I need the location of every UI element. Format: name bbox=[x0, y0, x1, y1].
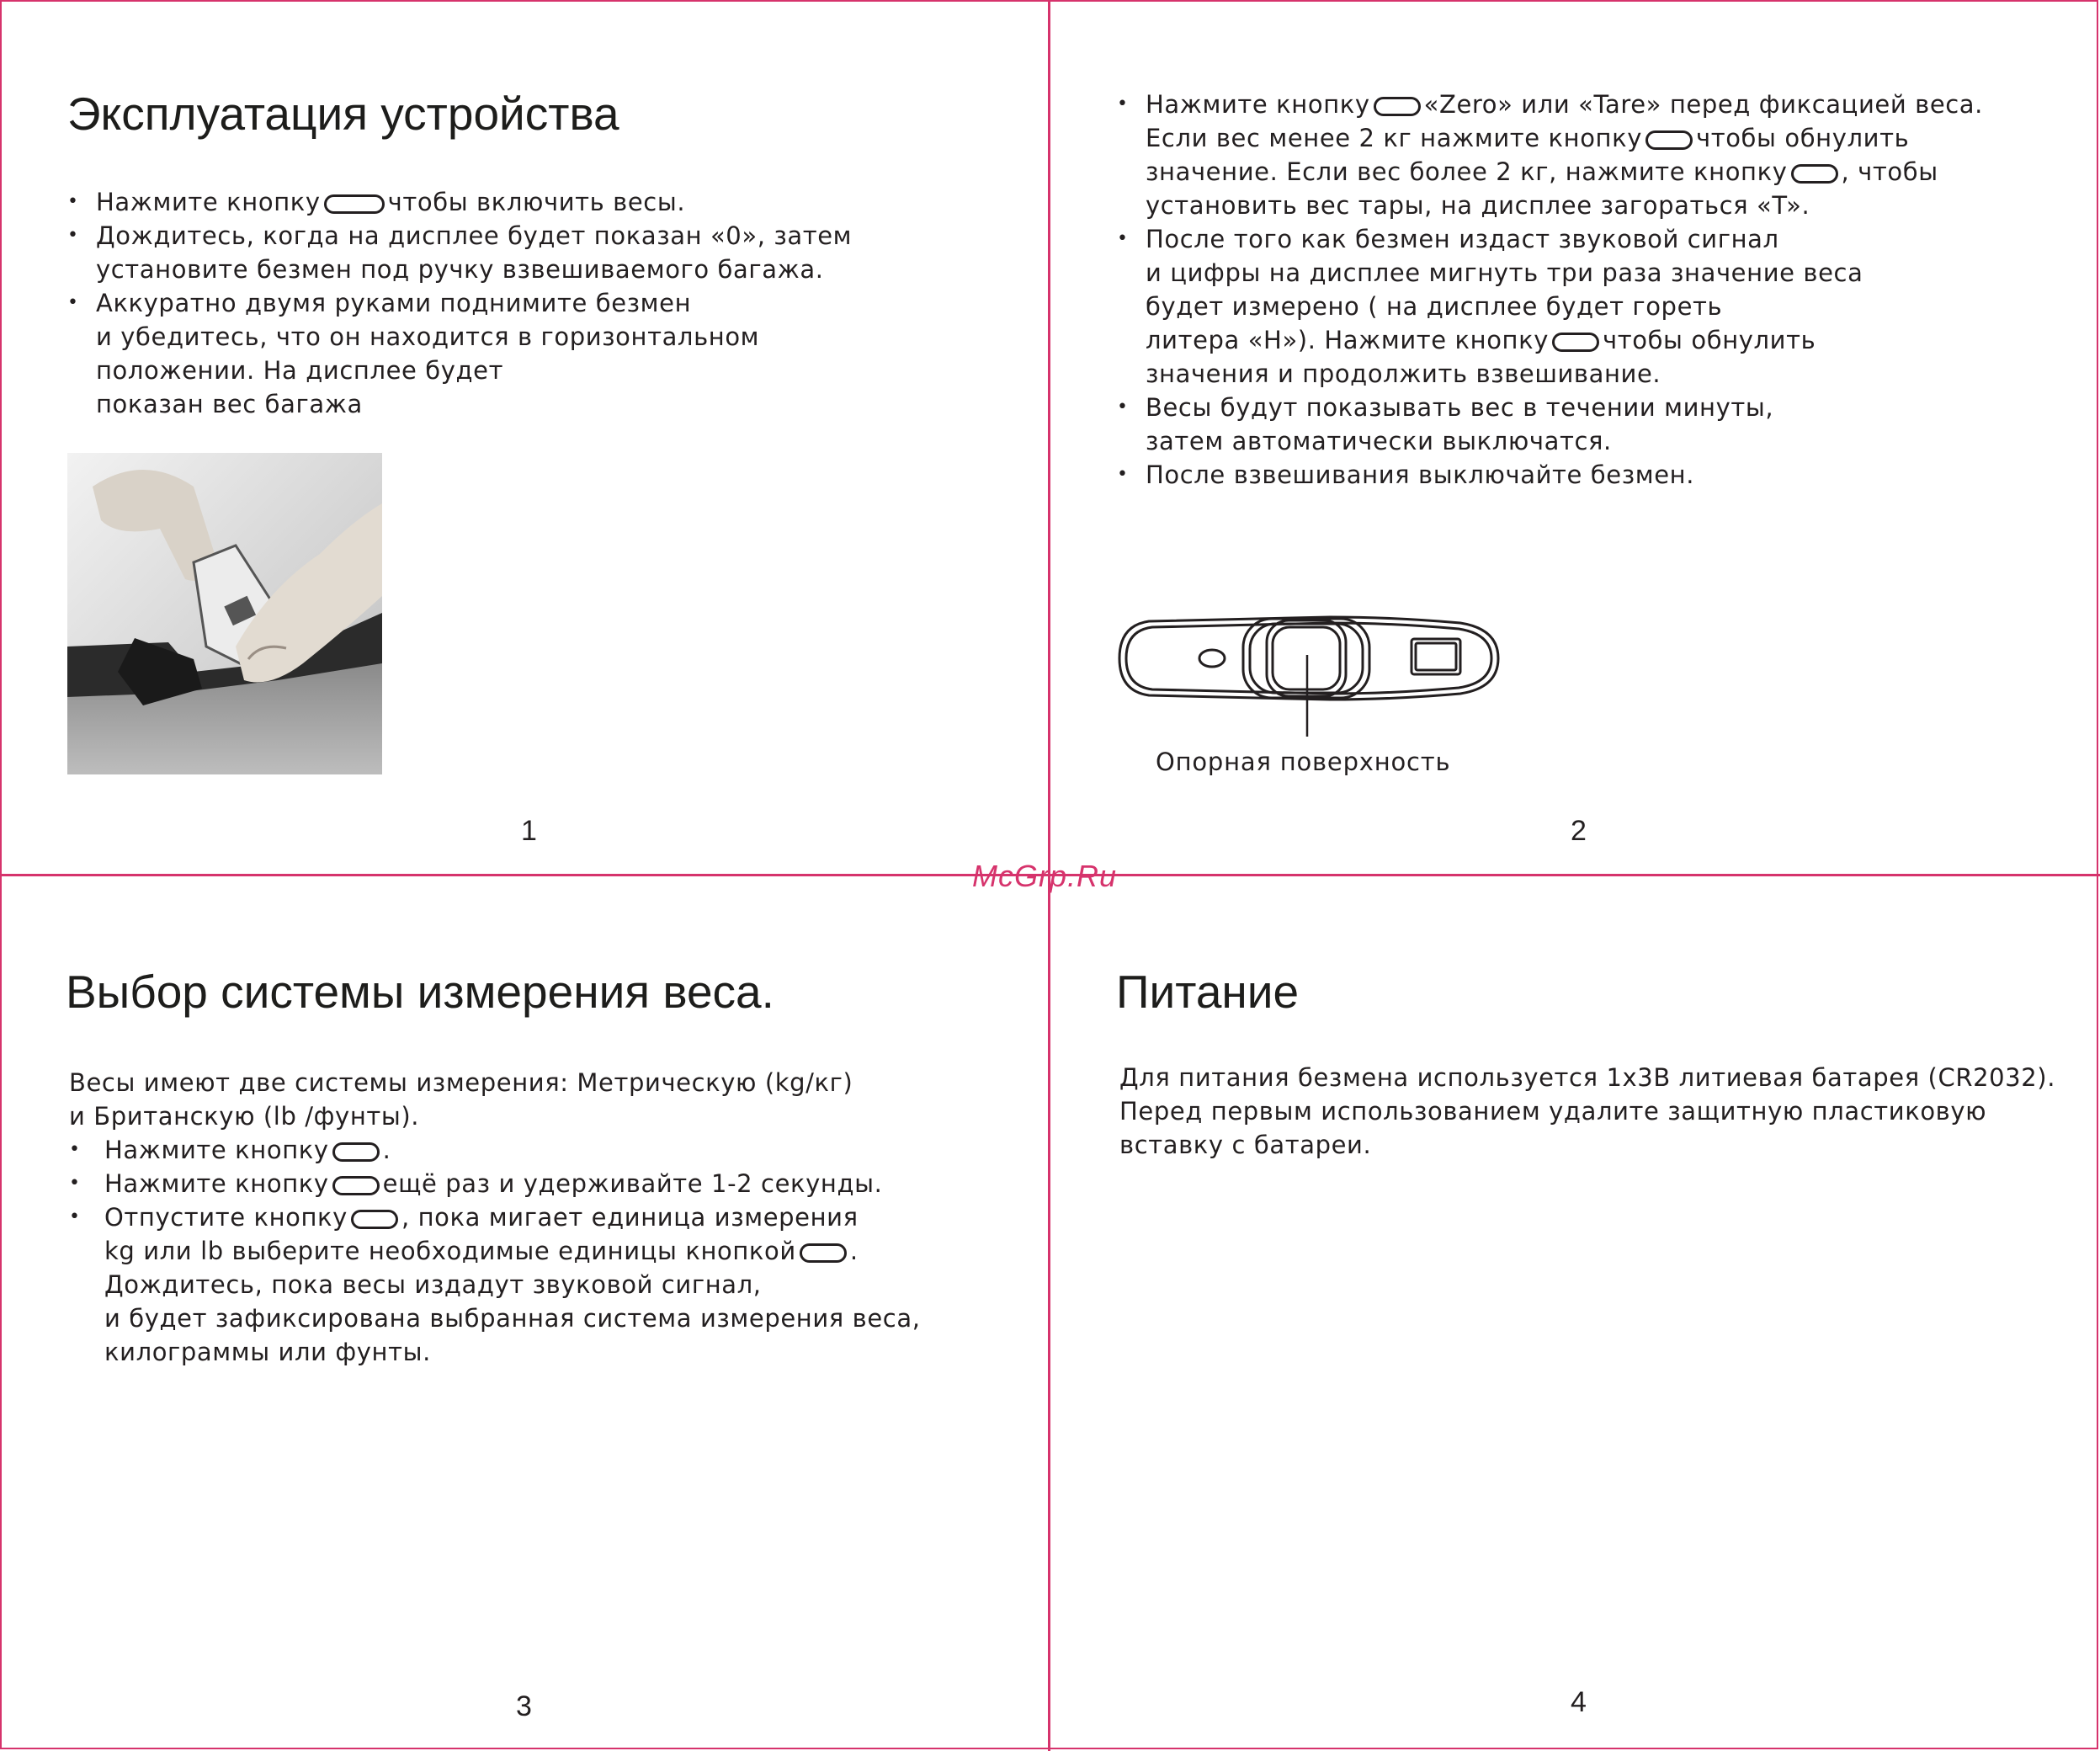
hands-lifting-scale-photo bbox=[67, 453, 382, 774]
list-item: • Нажмите кнопку ещё раз и удерживайте 1-2 секунды. bbox=[69, 1167, 921, 1200]
button-icon bbox=[800, 1243, 847, 1263]
page2-instructions bbox=[1117, 88, 1983, 492]
page3-intro: Весы имеют две системы измерения: Метрическую (kg/кг) и Британскую (lb /фунты). bbox=[69, 1068, 853, 1131]
list-item: • После того как безмен издаст звуковой сигнал и цифры на дисплее мигнуть три раза значение веса будет измерено ( на дисплее будет гореть литера «H»). Нажмите кнопку чтобы обнулить значения и продолжить взвешивание. bbox=[1117, 222, 1983, 391]
button-icon bbox=[1645, 130, 1693, 150]
list-item: • Нажмите кнопку . bbox=[69, 1133, 921, 1167]
list-item: • После взвешивания выключайте безмен. bbox=[1117, 458, 1983, 492]
button-icon bbox=[1791, 164, 1838, 184]
button-icon bbox=[1552, 333, 1599, 352]
watermark: McGrp.Ru bbox=[972, 859, 1118, 893]
page-number: 1 bbox=[521, 815, 537, 847]
page4-title: Питание bbox=[1116, 966, 1300, 1018]
list-item: • Дождитесь, когда на дисплее будет показан «0», затем установите безмен под ручку взвешиваемого багажа. bbox=[67, 219, 852, 286]
button-icon bbox=[332, 1176, 380, 1195]
button-icon bbox=[351, 1210, 398, 1229]
button-icon bbox=[1374, 97, 1421, 116]
button-icon bbox=[332, 1142, 380, 1162]
list-item: • Весы будут показывать вес в течении минуты, затем автоматически выключатся. bbox=[1117, 391, 1983, 458]
page-number: 2 bbox=[1571, 815, 1587, 847]
list-item: • Отпустите кнопку , пока мигает единица измерения kg или lb выберите необходимые единицы кнопкой . Дождитесь, пока весы издадут звуковой сигнал, и будет зафиксирована выбранная система измерения веса, килограммы или фунты. bbox=[69, 1200, 921, 1369]
page-number: 3 bbox=[516, 1690, 532, 1722]
page3-instructions bbox=[69, 1133, 921, 1369]
diagram-caption: Опорная поверхность bbox=[1156, 748, 1451, 776]
page1-instructions bbox=[67, 185, 852, 421]
list-item: • Аккуратно двумя руками поднимите безмен и убедитесь, что он находится в горизонтальном положении. На дисплее будет показан вес багажа bbox=[67, 286, 852, 421]
page-number: 4 bbox=[1571, 1686, 1587, 1718]
page4-text: Для питания безмена используется 1x3В литиевая батарея (CR2032). Перед первым использованием удалите защитную пластиковую вставку с батареи. bbox=[1119, 1063, 2056, 1159]
list-item: • Нажмите кнопку «Zero» или «Tare» перед фиксацией веса. Если вес менее 2 кг нажмите кнопку чтобы обнулить значение. Если вес более 2 кг, нажмите кнопку , чтобы установить вес тары, на дисплее загораться «T». bbox=[1117, 88, 1983, 222]
list-item: • Нажмите кнопку чтобы включить весы. bbox=[67, 185, 852, 219]
page3-title: Выбор системы измерения веса. bbox=[66, 966, 774, 1018]
scale-device-diagram bbox=[1115, 610, 1502, 745]
button-icon bbox=[324, 194, 385, 214]
page1-title: Эксплуатация устройства bbox=[67, 88, 619, 140]
